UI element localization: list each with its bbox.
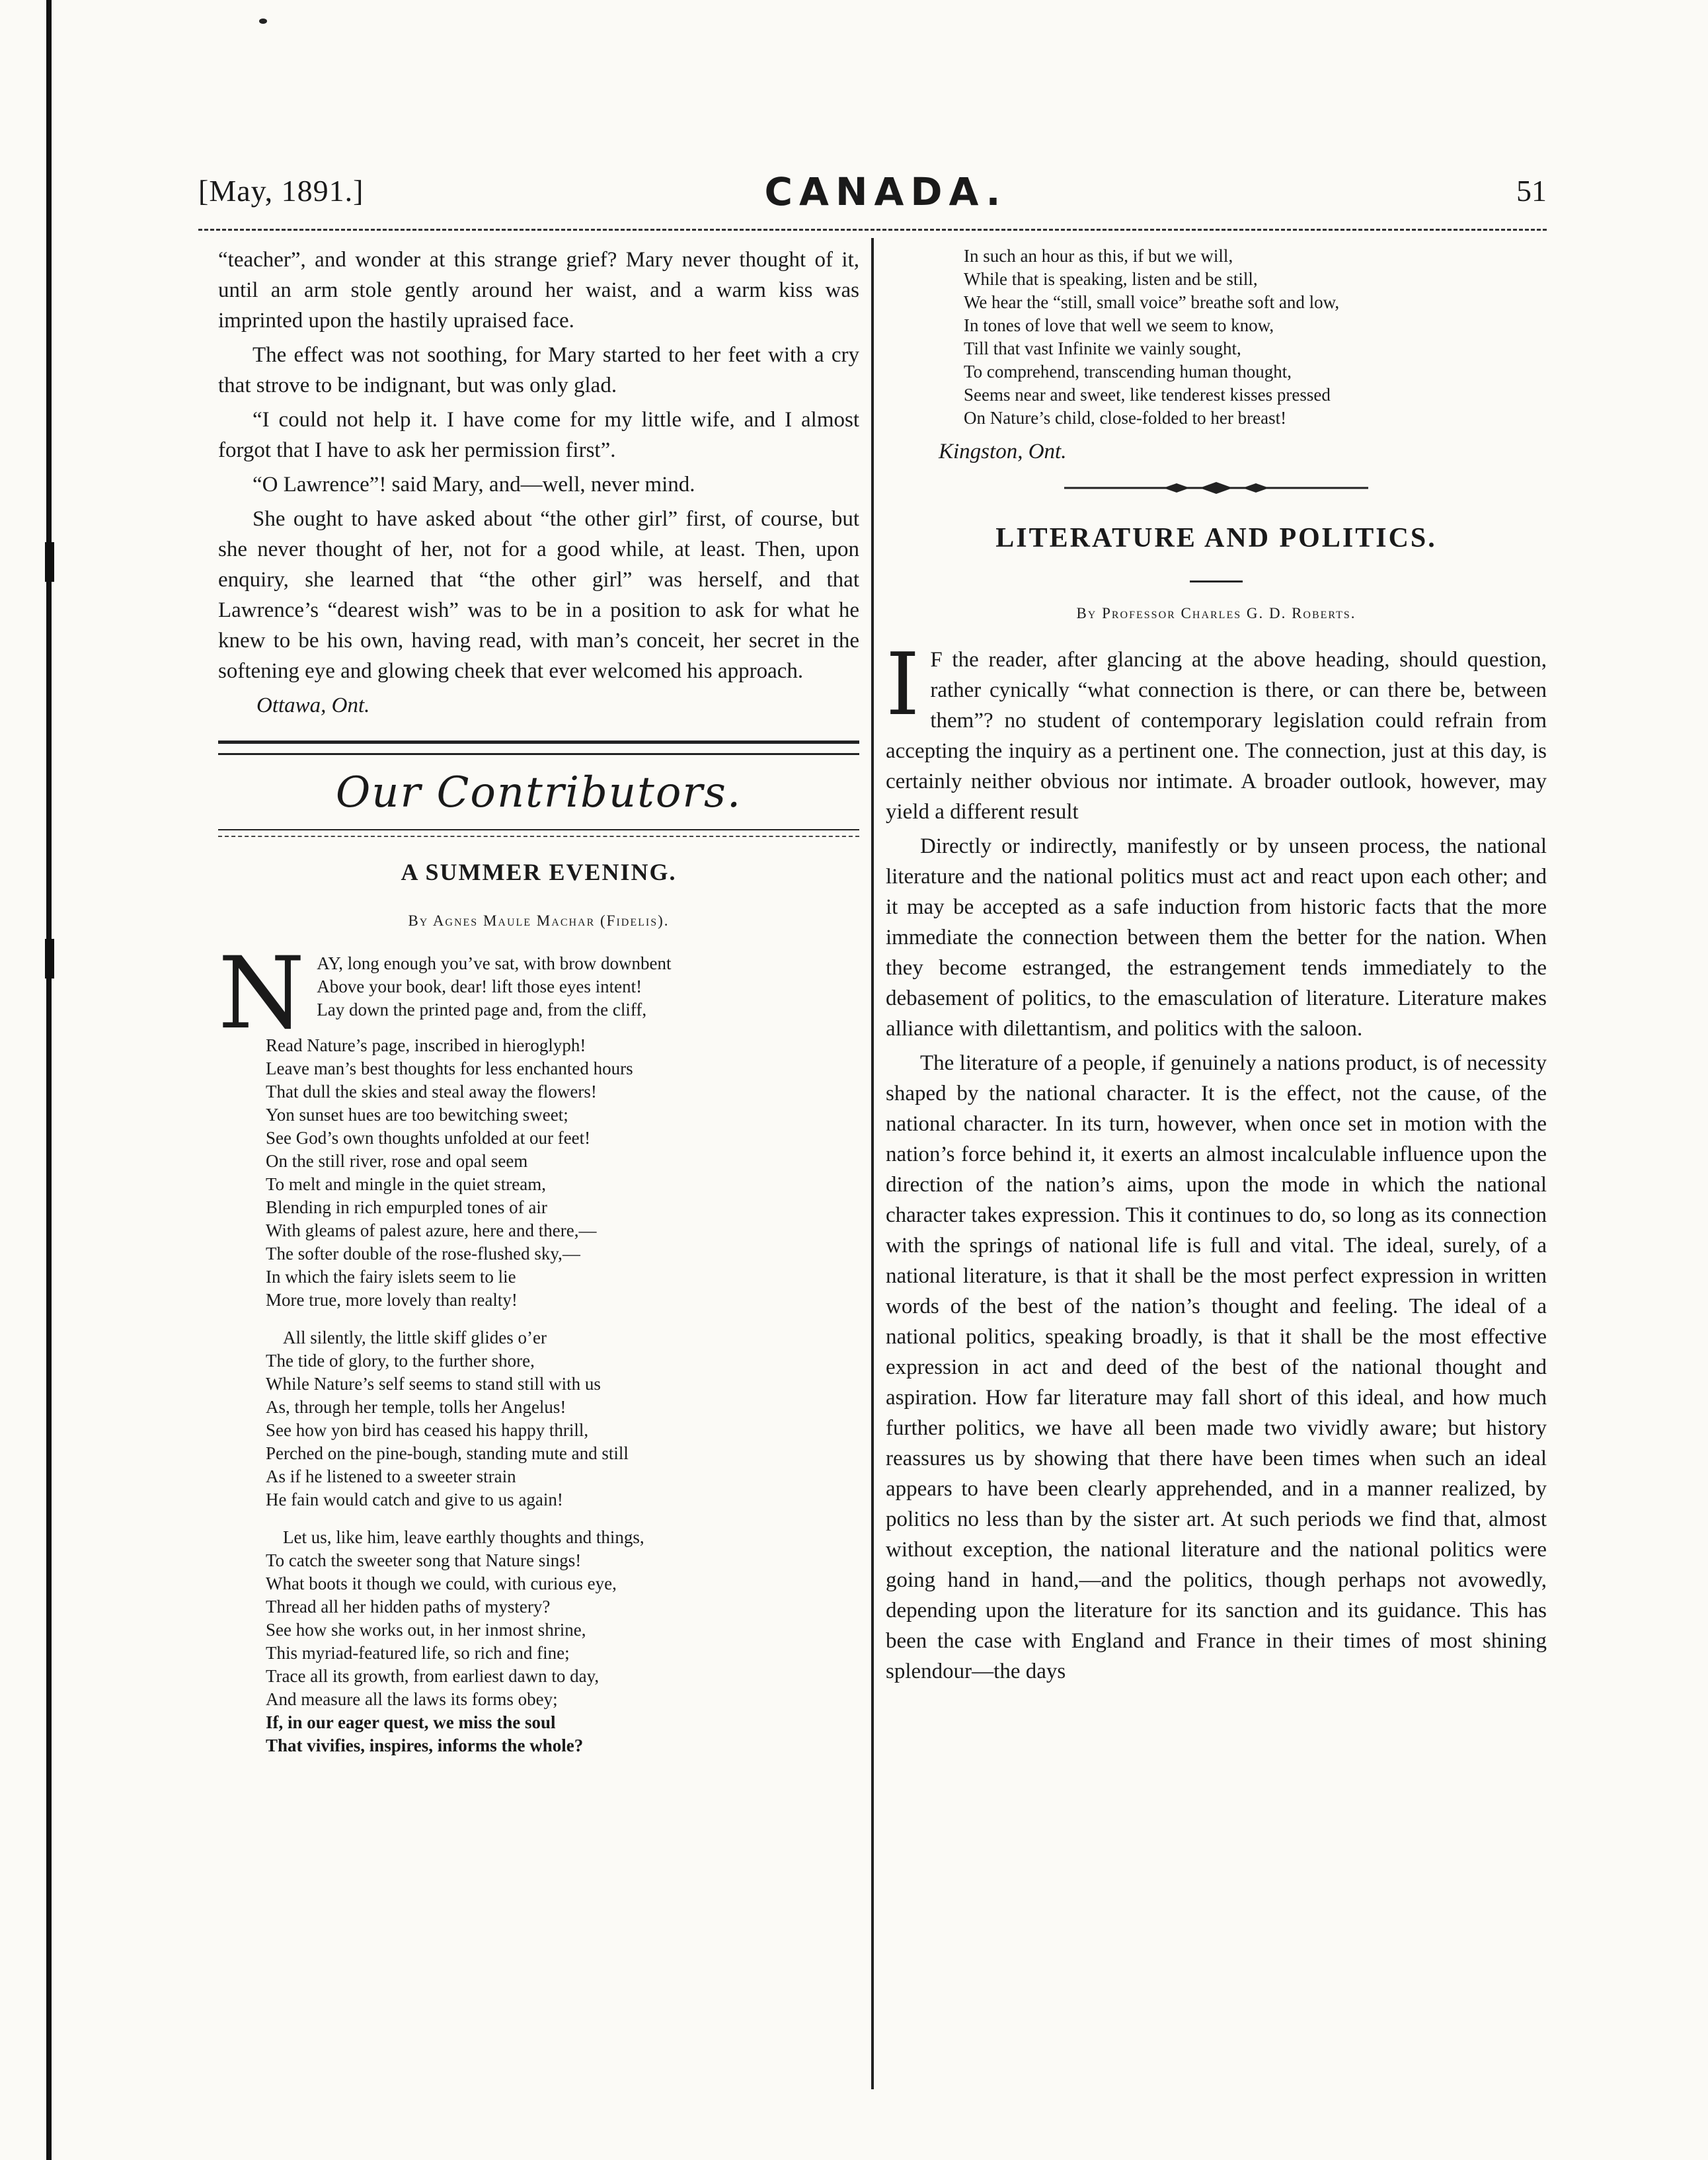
poem-line: That dull the skies and steal away the flowers! [266,1082,597,1101]
article-paragraph-text: F the reader, after glancing at the above heading, should question, rather cynically “what connection is there, or can there be, between them”? no student of contemporary legislation could refrain from accepting the inquiry as a pertinent one. The connection, just at this day, is certainly neither obvious nor intimate. A broader outlook, however, may yield a different result [886,648,1547,824]
poem-line: He fain would catch and give to us again! [266,1490,563,1509]
page-number: 51 [1516,174,1547,208]
poem-stanza [218,1526,859,1757]
poem-line: All silently, the little skiff glides o’er [283,1328,547,1347]
column-divider [871,238,874,2089]
poem-line: The tide of glory, to the further shore, [266,1351,535,1371]
article-body [886,634,1547,1687]
title-rule [1190,580,1243,582]
story-paragraph: She ought to have asked about “the other girl” first, of course, but she never thought of her, not for a good while, at least. Then, upon enquiry, she learned that “the other girl” was herself, and that Lawrence’s “dearest wish” was to be in a position to ask for what he knew to be his own, having read, with man’s conceit, her secret in the softening eye and glowing cheek that ever welcomed his approach. [218,507,859,683]
poem-line: We hear the “still, small voice” breathe soft and low, [964,292,1340,312]
poem-line: In which the fairy islets seem to lie [266,1267,516,1287]
right-column [886,245,1547,1691]
poem-stanza [218,936,859,1312]
poem-line: Till that vast Infinite we vainly sought, [964,339,1241,358]
poem-line: Above your book, dear! lift those eyes intent! [317,977,642,996]
article-byline: By Professor Charles G. D. Roberts. [1076,605,1356,621]
poem-line: On Nature’s child, close-folded to her breast! [964,408,1287,428]
poem-continuation [886,245,1547,430]
poem-line: As, through her temple, tolls her Angelus! [266,1397,566,1417]
poem-line: While Nature’s self seems to stand still with us [266,1374,601,1394]
story-signoff: Ottawa, Ont. [256,694,370,717]
article-paragraph: Directly or indirectly, manifestly or by unseen process, the national literature and the national politics must act and react upon each other; and it may be accepted as a safe induction from historic facts that the more immediate the connection between them the better for the nation. When they become estranged, the estrangement tends immediately to the debasement of politics, to the emasculation of literature. Literature makes alliance with dilettantism, and politics with the saloon. [886,834,1547,1041]
poem-line: What boots it though we could, with curious eye, [266,1574,617,1593]
poem-line: To comprehend, transcending human thought, [964,362,1292,381]
story-paragraph: “O Lawrence”! said Mary, and—well, never mind. [252,473,695,497]
story-paragraph: “teacher”, and wonder at this strange grief? Mary never thought of it, until an arm stole gently around her waist, and a warm kiss was imprinted upon the hastily upraised face. [218,248,859,333]
poem-line: Trace all its growth, from earliest dawn to day, [266,1666,600,1686]
article-drop-cap: I [886,634,920,735]
story-paragraph: The effect was not soothing, for Mary started to her feet with a cry that strove to be indignant, but was only glad. [218,343,859,397]
poem-line: To catch the sweeter song that Nature sings! [266,1550,582,1570]
article-paragraph: The literature of a people, if genuinely a nations product, is of necessity shaped by the national character. It is the effect, not the cause, of the national character. In its turn, however, when once set in motion with the nation’s force behind it, it exerts an almost incalculable influence upon the direction of the nation’s aims, upon the mode in which the national character takes expression. This it continues to do, so long as its connection with the springs of national life is full and vital. The ideal, surely, of a national literature, is that it shall be the most perfect expression in written words of the best of the nation’s thought and feeling. The ideal of a national politics, speaking broadly, is that it shall be the most effective expression in act and deed of the best of the national thought and aspiration. How far literature may fall short of this ideal, and how much further politics, we have all been made two vividly aware; but history reassures us by showing that there have been times when such an ideal appears to have been clearly apprehended, and in a manner realized, by politics no less than by the sister art. At such periods we find that, almost without exception, the national literature and the national politics were going hand in hand,—and the politics, though perhaps not avowedly, depending upon the literature for its sanction and its guidance. This has been the case with England and France in their times of most shining splendour—the days [886,1051,1547,1683]
poem-line: Leave man’s best thoughts for less enchanted hours [266,1059,633,1078]
poem-signoff: Kingston, Ont. [939,440,1067,463]
poem-line: Read Nature’s page, inscribed in hieroglyph! [266,1035,586,1055]
poem-byline: By Agnes Maule Machar (Fidelis). [408,912,670,929]
ornament-divider [1064,480,1368,496]
story-paragraph: “I could not help it. I have come for my little wife, and I almost forgot that I have to ask her permission first”. [218,408,859,462]
poem-line: See God’s own thoughts unfolded at our feet! [266,1128,591,1148]
poem-line: Let us, like him, leave earthly thoughts and things, [283,1527,644,1547]
poem-line: Yon sunset hues are too bewitching sweet; [266,1105,568,1125]
section-rule-top [218,740,859,755]
poem-line: Thread all her hidden paths of mystery? [266,1597,551,1617]
page-header [198,169,1547,220]
binding-mark [45,939,54,979]
poem-line: Blending in rich empurpled tones of air [266,1197,547,1217]
poem-body [218,936,859,1757]
poem-line: AY, long enough you’ve sat, with brow downbent [317,953,672,973]
poem-line: Perched on the pine-bough, standing mute and still [266,1443,629,1463]
poem-line: Lay down the printed page and, from the cliff, [317,1000,647,1020]
article-paragraph [886,634,1547,827]
article-title: LITERATURE AND POLITICS. [995,523,1437,553]
poem-title: A SUMMER EVENING. [401,859,677,885]
poem-line: To melt and mingle in the quiet stream, [266,1174,547,1194]
poem-line: See how yon bird has ceased his happy thrill, [266,1420,589,1440]
section-heading: Our Contributors. [335,768,742,817]
print-speck [259,19,267,24]
poem-line: This myriad-featured life, so rich and fine; [266,1643,570,1663]
poem-line: While that is speaking, listen and be still, [964,269,1258,289]
poem-line: See how she works out, in her inmost shrine, [266,1620,586,1640]
magazine-title: CANADA. [764,169,1007,214]
story-ending [218,245,859,721]
binding-mark [45,542,54,582]
poem-line: With gleams of palest azure, here and there,— [266,1220,597,1240]
left-column [218,245,859,1772]
poem-line: More true, more lovely than realty! [266,1290,518,1310]
poem-line: The softer double of the rose-flushed sky,— [266,1244,580,1263]
poem-line: That vivifies, inspires, informs the whole? [266,1736,584,1755]
binding-edge-line [46,0,52,2160]
poem-line: If, in our eager quest, we miss the soul [266,1712,556,1732]
poem-line: In tones of love that well we seem to know, [964,315,1274,335]
section-rule-bottom [218,829,859,837]
poem-line: In such an hour as this, if but we will, [964,246,1233,266]
poem-line: Seems near and sweet, like tenderest kisses pressed [964,385,1331,405]
issue-date: [May, 1891.] [198,174,364,208]
poem-line: As if he listened to a sweeter strain [266,1466,516,1486]
poem-line: And measure all the laws its forms obey; [266,1689,558,1709]
poem-drop-cap: N [218,936,305,1051]
poem-stanza [218,1326,859,1511]
header-rule [198,229,1547,231]
poem-line: On the still river, rose and opal seem [266,1151,528,1171]
